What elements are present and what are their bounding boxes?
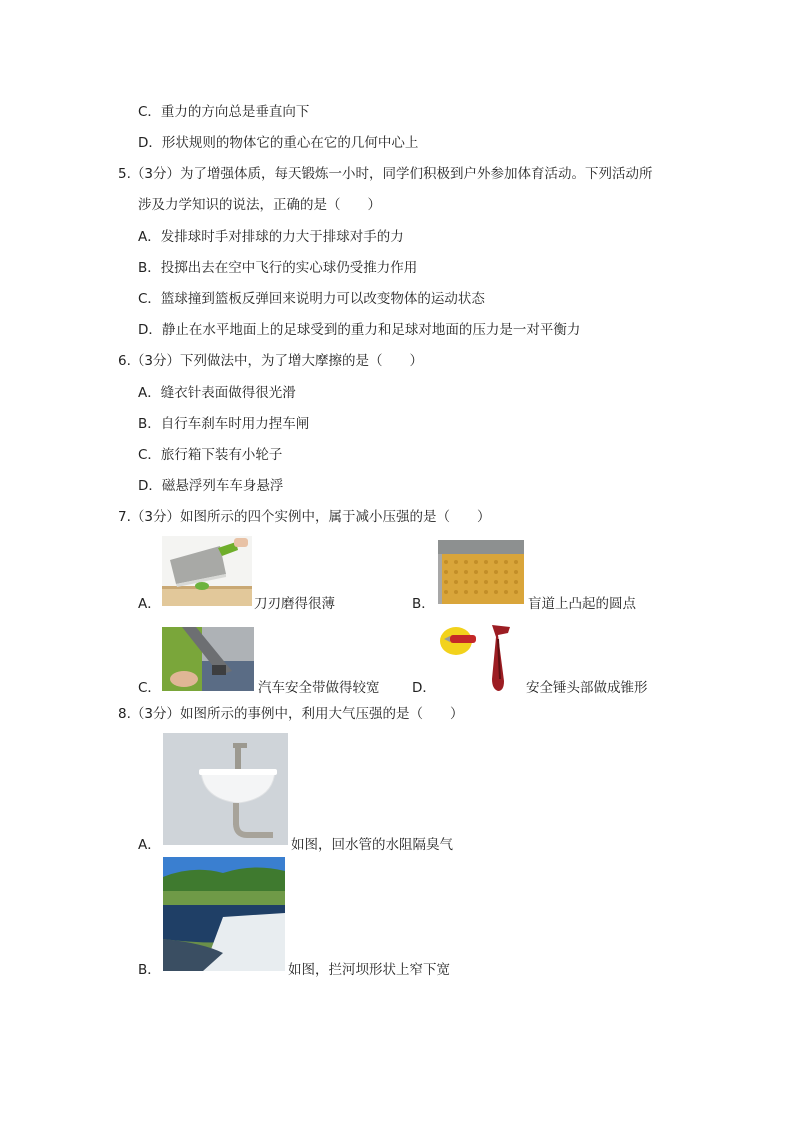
q7-option-b-caption: 盲道上凸起的圆点	[528, 596, 636, 612]
q5-stem-line1: 5.（3分）为了增强体质，每天锻炼一小时，同学们积极到户外参加体育活动。下列活动所	[118, 166, 653, 182]
q5-option-b: B．投掷出去在空中飞行的实心球仍受推力作用	[138, 260, 418, 276]
q5-option-c: C．篮球撞到篮板反弹回来说明力可以改变物体的运动状态	[138, 291, 485, 307]
q5-option-a: A．发排球时手对排球的力大于排球对手的力	[138, 229, 404, 245]
q5-stem-line2: 涉及力学知识的说法，正确的是（ ）	[138, 197, 381, 213]
q8-stem: 8.（3分）如图所示的事例中，利用大气压强的是（ ）	[118, 706, 464, 722]
washbasin-trap-image	[163, 733, 288, 845]
q7-stem: 7.（3分）如图所示的四个实例中，属于减小压强的是（ ）	[118, 509, 491, 525]
q8-option-a-caption: 如图，回水管的水阻隔臭气	[291, 837, 453, 853]
q7-option-d-letter: D．	[412, 680, 436, 696]
car-seatbelt-image	[162, 627, 254, 691]
q8-option-b-caption: 如图，拦河坝形状上窄下宽	[288, 962, 450, 978]
q6-option-d: D．磁悬浮列车车身悬浮	[138, 478, 284, 494]
q8-option-b-letter: B．	[138, 962, 161, 978]
q7-option-c-caption: 汽车安全带做得较宽	[258, 680, 380, 696]
q7-option-c-letter: C．	[138, 680, 161, 696]
knife-cutting-pepper-image	[162, 536, 252, 606]
q5-option-d: D．静止在水平地面上的足球受到的重力和足球对地面的压力是一对平衡力	[138, 322, 581, 338]
q7-option-b-letter: B．	[412, 596, 435, 612]
q7-option-a-caption: 刀刃磨得很薄	[254, 596, 335, 612]
q6-option-b: B．自行车刹车时用力捏车闸	[138, 416, 310, 432]
q6-option-c: C．旅行箱下装有小轮子	[138, 447, 283, 463]
q6-stem: 6.（3分）下列做法中，为了增大摩擦的是（ ）	[118, 353, 423, 369]
q4-option-c: C．重力的方向总是垂直向下	[138, 104, 310, 120]
q7-option-a-letter: A．	[138, 596, 161, 612]
q4-option-d: D．形状规则的物体它的重心在它的几何中心上	[138, 135, 419, 151]
q8-option-a-letter: A．	[138, 837, 161, 853]
safety-hammer-image	[438, 621, 524, 693]
tactile-paving-image	[438, 540, 524, 604]
q7-option-d-caption: 安全锤头部做成锥形	[526, 680, 648, 696]
river-dam-image	[163, 857, 285, 971]
q6-option-a: A．缝衣针表面做得很光滑	[138, 385, 296, 401]
